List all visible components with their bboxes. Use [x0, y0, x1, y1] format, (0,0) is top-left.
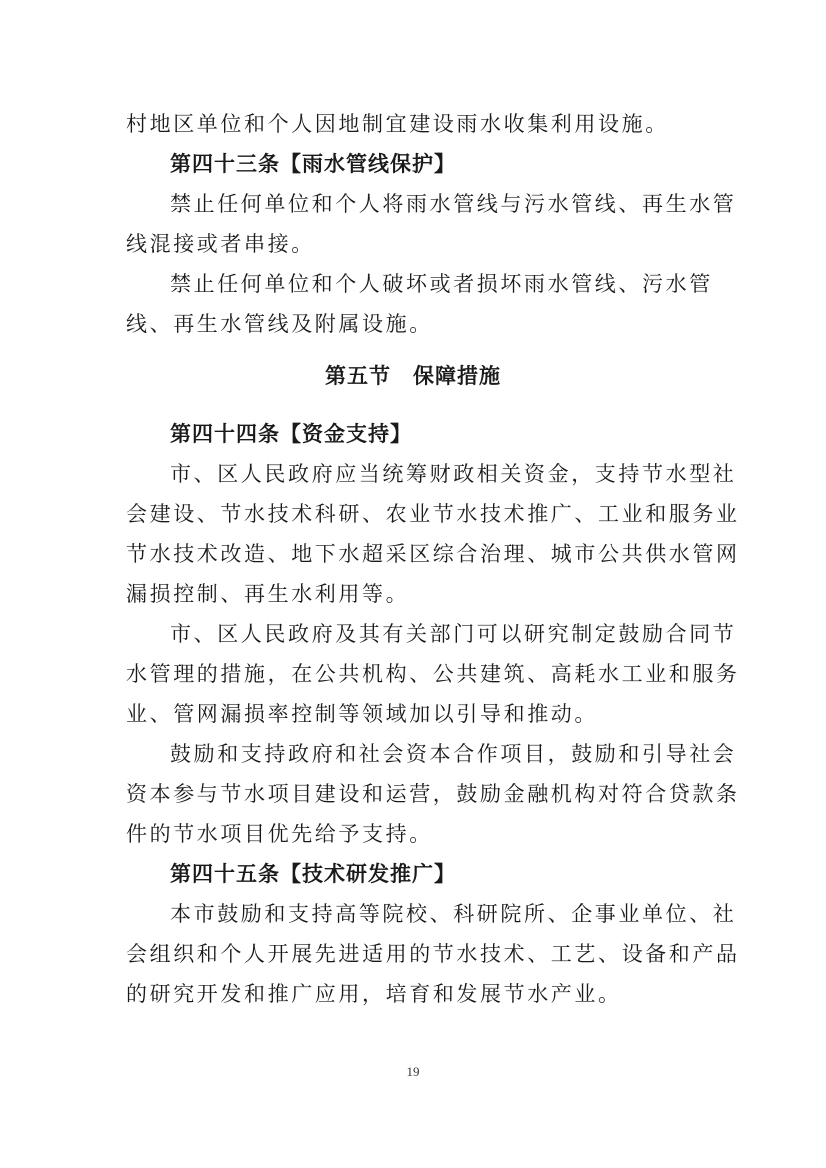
paragraph-line: 件的节水项目优先给予支持。: [126, 822, 433, 846]
article-heading-45: 第四十五条【技术研发推广】: [170, 862, 456, 886]
article-heading-44: 第四十四条【资金支持】: [170, 422, 412, 446]
paragraph-line: 鼓励和支持政府和社会资本合作项目，鼓励和引导社会: [170, 742, 737, 766]
paragraph-line: 禁止任何单位和个人将雨水管线与污水管线、再生水管: [170, 192, 737, 216]
paragraph-line: 水管理的措施，在公共机构、公共建筑、高耗水工业和服务: [126, 662, 740, 686]
paragraph-line: 市、区人民政府及其有关部门可以研究制定鼓励合同节: [170, 622, 737, 646]
paragraph-line: 禁止任何单位和个人破坏或者损坏雨水管线、污水管: [170, 272, 713, 296]
paragraph-line: 业、管网漏损率控制等领域加以引导和推动。: [126, 702, 598, 726]
paragraph-line: 本市鼓励和支持高等院校、科研院所、企事业单位、社: [170, 902, 737, 926]
paragraph-line: 线混接或者串接。: [126, 232, 315, 256]
page-number: 19: [406, 1064, 420, 1079]
article-heading-43: 第四十三条【雨水管线保护】: [170, 152, 456, 176]
paragraph-line: 节水技术改造、地下水超采区综合治理、城市公共供水管网: [126, 542, 740, 566]
section-title: 第五节 保障措施: [325, 364, 501, 388]
paragraph-line: 漏损控制、再生水利用等。: [126, 582, 410, 606]
paragraph-line: 线、再生水管线及附属设施。: [126, 312, 433, 336]
paragraph-line: 市、区人民政府应当统筹财政相关资金，支持节水型社: [170, 462, 737, 486]
paragraph-line: 资本参与节水项目建设和运营，鼓励金融机构对符合贷款条: [126, 782, 740, 806]
paragraph-line: 会建设、节水技术科研、农业节水技术推广、工业和服务业: [126, 502, 740, 526]
paragraph-line: 的研究开发和推广应用，培育和发展节水产业。: [126, 982, 622, 1006]
paragraph-line: 村地区单位和个人因地制宜建设雨水收集利用设施。: [126, 112, 669, 136]
paragraph-line: 会组织和个人开展先进适用的节水技术、工艺、设备和产品: [126, 942, 740, 966]
